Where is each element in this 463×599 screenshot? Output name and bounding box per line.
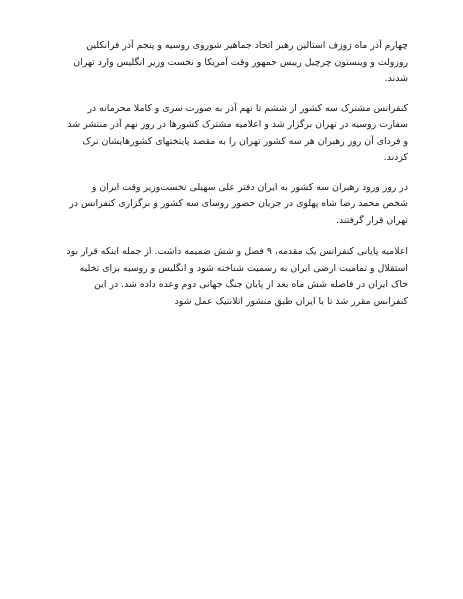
document-body bbox=[66, 38, 408, 310]
paragraph-conference: کنفرانس مشترک سه کشور از ششم تا نهم آذر به صورت سری و کاملا محرمانه در سفارت روسیه در تهران برگزار شد و اعلامیه مشترک کشورها در روز نهم آذر منتشر شد و فردای آن روز رهبران هر سه کشور تهران را به مقصد پایتختهای کشورهایشان ترک کردند. bbox=[67, 102, 408, 163]
paragraph-iran-government: در روز ورود رهبران سه کشور به ایران دفتر علی سهیلی نخست‌وزیر وقت ایران و شخص محمد رضا شاه پهلوی در جریان حضور روسای سه کشور و برگزاری کنفرانس در تهران قرار گرفتند. bbox=[69, 181, 408, 226]
paragraph-arrival: چهارم آذر ماه ژوزف استالین رهبر اتحاد جماهیر شوروی روسیه و پنجم آذر فرانکلین روزولت و وینستون چرچیل رییس جمهور وقت آمریکا و نخست وزیر انگلیس وارد تهران شدند. bbox=[73, 40, 408, 84]
paragraph-declaration: اعلامیه پایانی کنفرانس یک مقدمه، ۹ فصل و شش ضمیمه داشت. از جمله اینکه قرار بود استقلال و تمامیت ارضی ایران به رسمیت شناخته شود و انگلیس و روسیه برای تخلیه خاک ایران در فاصله شش ماه بعد از پایان جنگ جهانی دوم وعده داده شد. در این کنفرانس مقرر شد تا با ایران طبق منشور اتلانتیک عمل شود bbox=[66, 246, 408, 307]
